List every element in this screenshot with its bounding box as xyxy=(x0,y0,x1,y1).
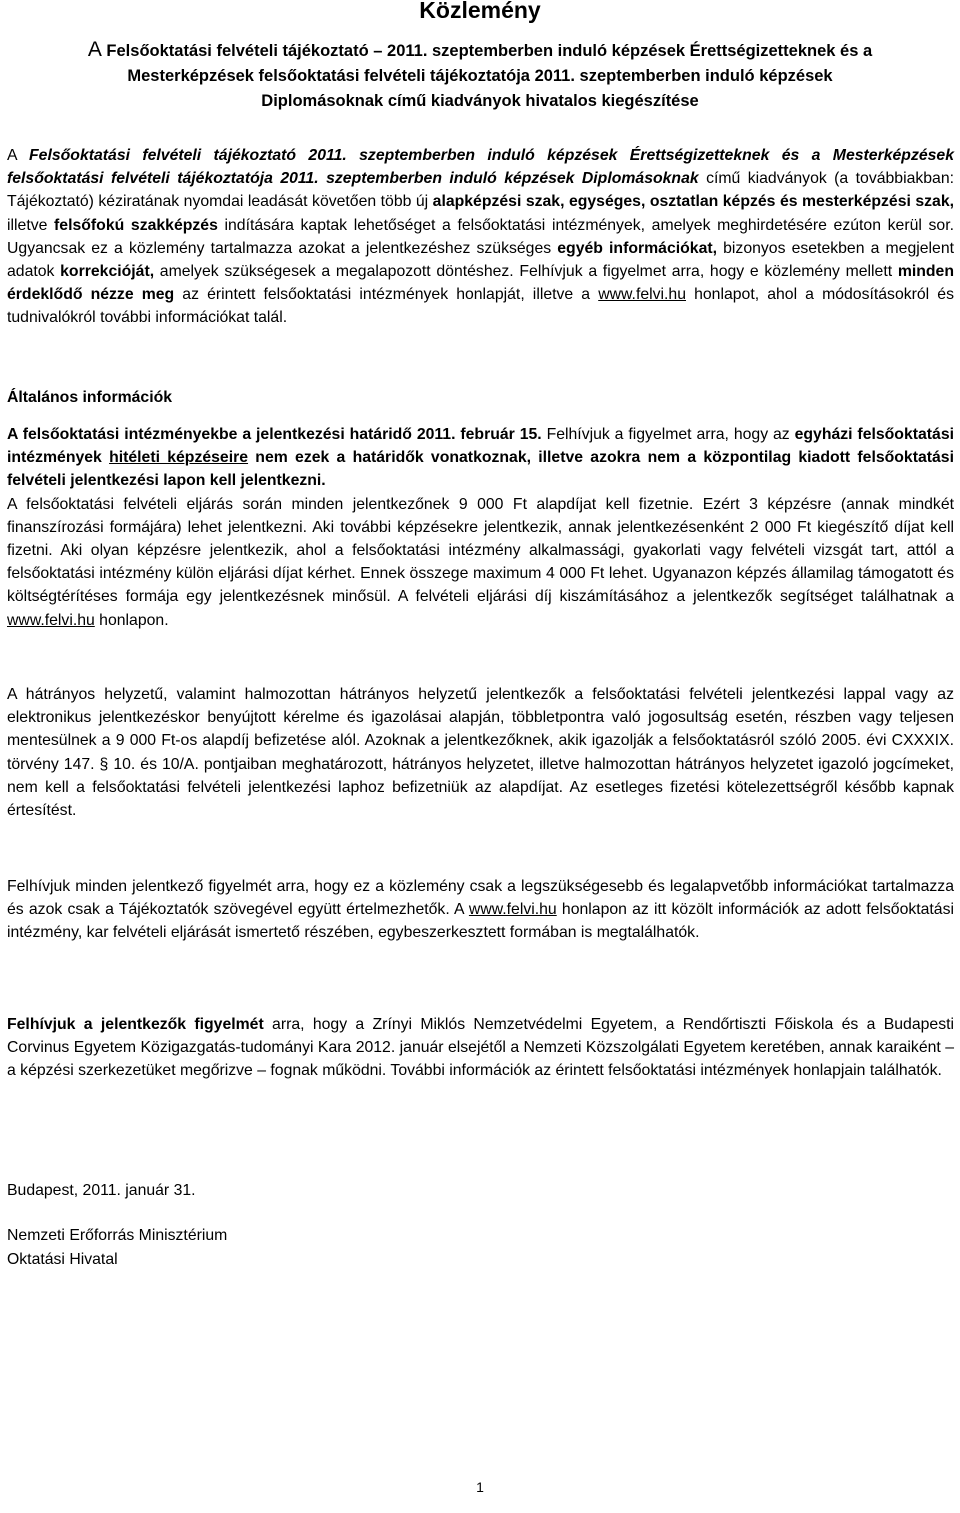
deadline-text: Felhívjuk a figyelmet arra, hogy az xyxy=(541,426,795,443)
deadline-paragraph xyxy=(7,423,954,632)
felvi-link[interactable]: www.felvi.hu xyxy=(468,901,557,919)
attention-text: arra, hogy a Zrínyi Miklós Nemzetvédelmi Egyetem, a Rendőrtiszti Főiskola és a Budapesti Corvinus Egyetem Közigazgatás-tudományi Kara 2012. január elsejétől a Nemzeti Közszolgálati Egyetem keretében, annak karaiként – a képzési szerkezetüket megőrizve – fognak működni. További információk az érintett felsőoktatási intézmények honlapjain találhatók. xyxy=(7,1016,954,1080)
intro-text: amelyek szükségesek a megalapozott döntéshez. Felhívjuk a figyelmet arra, hogy e közlemény mellett xyxy=(154,263,898,281)
document-subtitle xyxy=(0,37,960,114)
subtitle-line-3: Diplomásoknak című kiadványok hivatalos kiegészítése xyxy=(261,92,699,110)
notice-text: honlapon az itt közölt információk az adott felsőoktatási intézmény, kar felvételi eljárását ismertető részében, egybeszerkesztett formában is megtalálhatók. xyxy=(7,901,955,942)
date-line: Budapest, 2011. január 31. xyxy=(7,1182,196,1199)
deadline-emphasis: nem ezek a határidők vonatkoznak, illetve azokra nem a központilag kiadott felsőoktatási felvételi jelentkezési lapon kell jelentkezni. xyxy=(7,449,954,490)
intro-emphasis: felsőfokú szakképzés xyxy=(54,216,218,234)
disadvantaged-paragraph: A hátrányos helyzetű, valamint halmozottan hátrányos helyzetű jelentkezők a felsőoktatási felvételi jelentkezési lappal vagy az elektronikus jelentkezéskor benyújtott kérelme és igazolásai alapján, többletpontra való jogosultság esetén, részben vagy teljesen mentesülnek a 9 000 Ft-os alapdíj befizetése alól. Azoknak a jelentkezőknek, akik igazolják a felsőoktatásról szóló 2005. évi CXXXIX. törvény 147. § 10. és 10/A. pontjaiban meghatározott, hátrányos helyzetet, illetve halmozottan hátrányos helyzetet igazoló jogcímeket, nem kell a felsőoktatási felvételi jelentkezési laphoz befizetniük az alapdíjat. Az esetleges fizetési kötelezettségről később kapnak értesítést. xyxy=(7,686,954,820)
intro-text: honlapot, ahol a módosításokról és tudnivalókról további információkat talál. xyxy=(7,286,954,327)
signature-block xyxy=(7,1224,227,1272)
intro-publication-title: Felsőoktatási felvételi tájékoztató 2011. szeptemberben induló képzések Érettségizetteknek és a Mesterképzések felsőoktatási felvételi tájékoztatója 2011. szeptemberben induló képzések Diplomásoknak xyxy=(7,147,954,188)
intro-text: A xyxy=(7,147,30,164)
intro-text: bizonyos esetekben a megjelent adatok xyxy=(7,239,954,281)
intro-text: illetve xyxy=(7,216,55,234)
intro-paragraph xyxy=(7,144,954,330)
subtitle-line-2: Mesterképzések felsőoktatási felvételi tájékoztatója 2011. szeptemberben induló képzések xyxy=(127,67,833,85)
intro-text: az érintett felsőoktatási intézmények honlapját, illetve a xyxy=(174,286,599,304)
notice-paragraph xyxy=(7,875,954,945)
fee-text: A felsőoktatási felvételi eljárás során minden jelentkezőnek 9 000 Ft alapdíjat kell fizetnie. Ezért 3 képzésre (annak mindkét finanszírozási formájára) lehet jelentkezni. Aki további képzésekre jelentkezik, annak jelentkezésenként 2 000 Ft kiegészítő díjat kell fizetni. Aki olyan képzésre jelentkezik, ahol a felsőoktatási intézmény alkalmassági, gyakorlati vagy felvételi vizsgát tart, attól a felsőoktatási intézmény külön eljárási díjat kérhet. Ennek összege maximum 4 000 Ft lehet. Ugyanazon képzés államilag támogatott és költségtérítéses formája egy jelentkezésnek minősül. A felvételi eljárási díj kiszámításához a jelentkezők segítséget találhatnak a xyxy=(7,495,954,606)
attention-paragraph xyxy=(7,1013,954,1083)
intro-emphasis: alapképzési szak, egységes, osztatlan képzés és mesterképzési szak, xyxy=(432,193,955,211)
page-number: 1 xyxy=(476,1479,484,1495)
page-title: Közlemény xyxy=(419,0,541,23)
attention-emphasis: Felhívjuk a jelentkezők figyelmét xyxy=(7,1016,264,1033)
signature-line-2: Oktatási Hivatal xyxy=(7,1251,118,1268)
notice-text: Felhívjuk minden jelentkező figyelmét arra, hogy ez a közlemény csak a legszükségesebb és legalapvetőbb információkat tartalmazza és azok csak a Tájékoztatók szövegével együtt értelmezhetők. A xyxy=(7,878,954,919)
subtitle-line-1 xyxy=(0,37,960,64)
deadline-emphasis: A felsőoktatási intézményekbe a jelentkezési határidő 2011. február 15. xyxy=(7,426,542,443)
deadline-emphasis: egyházi felsőoktatási intézmények xyxy=(7,426,955,467)
fee-text: honlapon. xyxy=(94,611,169,629)
intro-text: című kiadványok (a továbbiakban: Tájékoztató) kéziratának nyomdai leadását követően több új xyxy=(7,170,955,211)
signature-line-1: Nemzeti Erőforrás Minisztérium xyxy=(7,1227,228,1244)
intro-emphasis: egyéb információkat, xyxy=(557,239,718,257)
intro-emphasis: korrekcióját, xyxy=(60,263,155,281)
felvi-link[interactable]: www.felvi.hu xyxy=(7,611,95,629)
general-info-heading: Általános információk xyxy=(7,389,173,406)
subtitle-initial: A xyxy=(87,38,102,61)
felvi-link[interactable]: www.felvi.hu xyxy=(598,286,686,304)
subtitle-line-1-text: Felsőoktatási felvételi tájékoztató – 2011. szeptemberben induló képzések Érettségizetteknek és a xyxy=(101,42,873,60)
deadline-underlined: hitéleti képzéseire xyxy=(109,449,249,467)
intro-emphasis: minden érdeklődő nézze meg xyxy=(7,263,954,304)
intro-text: indítására kaptak lehetőséget a felsőoktatási intézmények, amelyek meghirdetésére ezúton kerül sor. Ugyancsak ez a közlemény tartalmazza azokat a jelentkezéshez szükséges xyxy=(7,216,954,257)
